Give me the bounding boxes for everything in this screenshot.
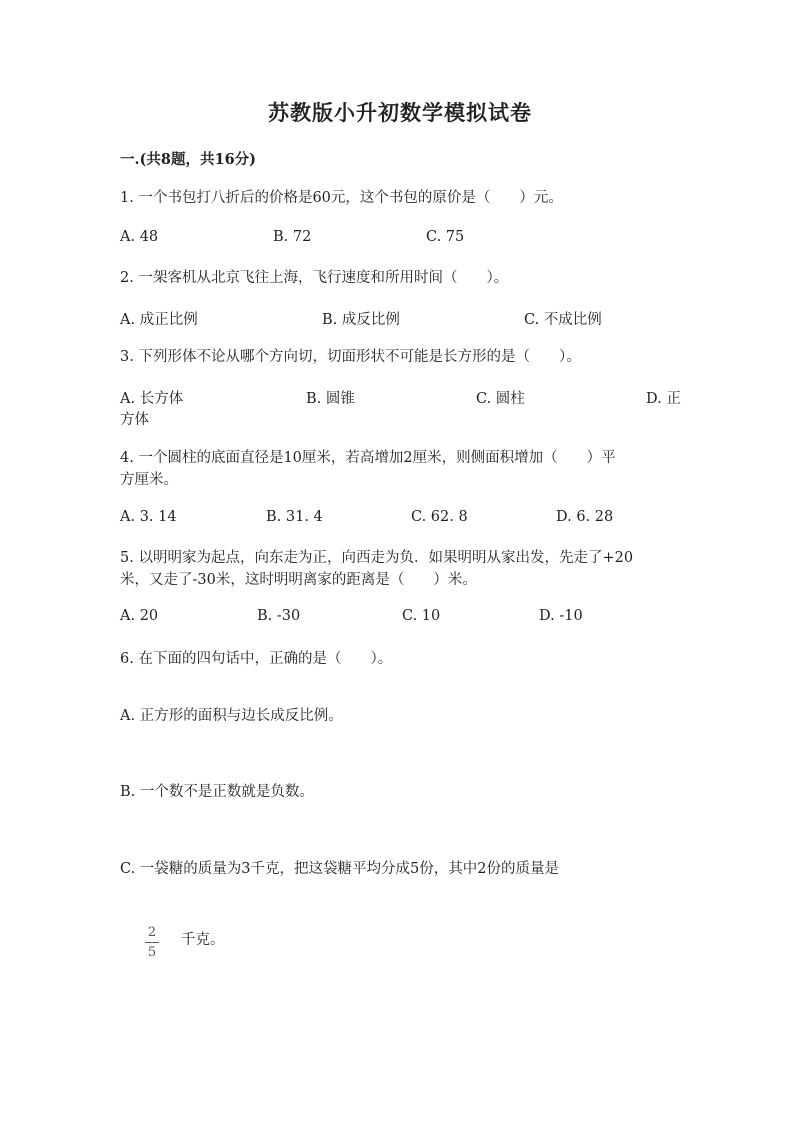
q6-option-c[interactable]: C. 一袋糖的质量为3千克，把这袋糖平均分成5份，其中2份的质量是 [120, 861, 559, 877]
q1-option-a[interactable]: A. 48 [120, 229, 159, 245]
question-5-line-1: 5. 以明明家为起点，向东走为正，向西走为负．如果明明从家出发，先走了+20 [120, 550, 634, 566]
q1-option-b[interactable]: B. 72 [273, 229, 312, 245]
q6-option-b[interactable]: B. 一个数不是正数就是负数。 [120, 784, 314, 800]
q3-option-c[interactable]: C. 圆柱 [476, 391, 525, 407]
fraction-two-fifths [145, 925, 159, 960]
q2-option-b[interactable]: B. 成反比例 [322, 312, 400, 328]
q6-option-a[interactable]: A. 正方形的面积与边长成反比例。 [120, 708, 343, 724]
q6-option-c-tail: 千克。 [181, 932, 225, 948]
question-1: 1. 一个书包打八折后的价格是60元，这个书包的原价是（ ）元。 [120, 190, 563, 206]
q3-option-b[interactable]: B. 圆锥 [306, 391, 355, 407]
q5-option-d[interactable]: D. -10 [539, 608, 583, 624]
q5-option-b[interactable]: B. -30 [257, 608, 301, 624]
q3-option-a[interactable]: A. 长方体 [120, 391, 184, 407]
fraction-bar [145, 942, 159, 943]
question-4-line-1: 4. 一个圆柱的底面直径是10厘米，若高增加2厘米，则侧面积增加（ ）平 [120, 450, 616, 466]
q3-option-d[interactable]: D. 正 [646, 391, 681, 407]
question-3: 3. 下列形体不论从哪个方向切，切面形状不可能是长方形的是（ ）。 [120, 349, 581, 365]
q4-option-b[interactable]: B. 31. 4 [266, 509, 323, 525]
fraction-denominator: 5 [147, 945, 157, 960]
q2-option-a[interactable]: A. 成正比例 [120, 312, 198, 328]
q5-option-a[interactable]: A. 20 [120, 608, 159, 624]
page-title: 苏教版小升初数学模拟试卷 [268, 100, 532, 125]
q1-option-c[interactable]: C. 75 [426, 229, 465, 245]
question-5-line-2: 米，又走了-30米，这时明明离家的距离是（ ）米。 [120, 572, 477, 588]
q3-option-wrap: 方体 [120, 412, 149, 428]
q4-option-a[interactable]: A. 3. 14 [120, 509, 177, 525]
question-4-line-2: 方厘米。 [120, 472, 178, 488]
q4-option-c[interactable]: C. 62. 8 [411, 509, 468, 525]
section-heading: 一.(共8题，共16分) [120, 151, 257, 168]
q4-option-d[interactable]: D. 6. 28 [556, 509, 614, 525]
q5-option-c[interactable]: C. 10 [402, 608, 441, 624]
question-6: 6. 在下面的四句话中，正确的是（ ）。 [120, 651, 393, 667]
question-2: 2. 一架客机从北京飞往上海，飞行速度和所用时间（ ）。 [120, 270, 509, 286]
fraction-numerator: 2 [147, 925, 157, 940]
q2-option-c[interactable]: C. 不成比例 [524, 312, 602, 328]
